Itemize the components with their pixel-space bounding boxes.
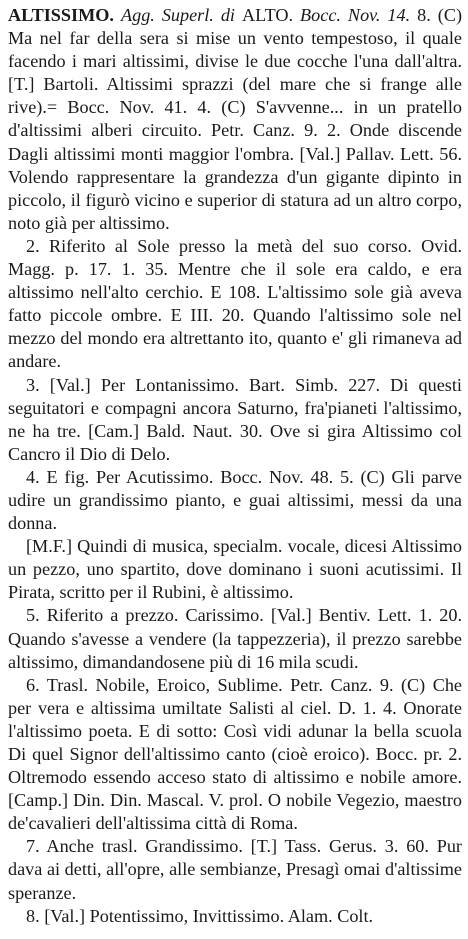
sense-paragraph: 3. [Val.] Per Lontanissimo. Bart. Simb. 227. Di questi seguitatori e compagni ancora Saturno, fra'pianeti l'altissimo, ne ha tre. [Cam.] Bald. Naut. 30. Ove si gira Altissimo col Cancro il Dio di Delo. <box>8 374 462 464</box>
base-word: ALTO. <box>242 5 294 25</box>
entry-paragraph <box>8 4 462 235</box>
sense-paragraph: [M.F.] Quindi di musica, specialm. vocale, dicesi Altissimo un pezzo, uno spartito, dove dominano i suoni acutissimi. Il Pirata, scritto per il Rubini, è altissimo. <box>8 536 462 603</box>
sense-paragraph: 7. Anche trasl. Grandissimo. [T.] Tass. Gerus. 3. 60. Pur dava ai detti, all'opre, alle sembianze, Presagì omai d'altissime speranze. <box>8 836 462 903</box>
headword: ALTISSIMO. <box>8 5 114 25</box>
sense-paragraph: 6. Trasl. Nobile, Eroico, Sublime. Petr. Canz. 9. (C) Che per vera e altissima umiltate Salisti al ciel. D. 1. 4. Onorate l'altissimo poeta. E di sotto: Così vidi adunar la bella scuola Di quel Signor dell'altissimo canto (cioè eroico). Bocc. pr. 2. Oltremodo essendo acceso stato di altissimo e nobile amore. [Camp.] Din. Din. Mascal. V. prol. O nobile Vegezio, maestro de'cavalieri dell'altissima città di Roma. <box>8 674 462 834</box>
sense-paragraph: 5. Riferito a prezzo. Carissimo. [Val.] Bentiv. Lett. 1. 20. Quando s'avesse a vendere (la tappezzeria), il prezzo sarebbe altissimo, dimandandosene più di 16 mila scudi. <box>8 605 462 672</box>
sense-paragraph: 8. [Val.] Potentissimo, Invittissimo. Alam. Colt. <box>26 905 374 926</box>
entry-text: 8. (C) Ma nel far della sera si mise un vento tempestoso, il quale facendo i mari altissimi, divise le due cocche l'una dall'altra. [T.] Bartoli. Altissimi sprazzi (del mare che si frange alle rive).= Bocc. Nov. 41. 4. (C) S'avvenne... in un pratello d'altissimi alberi circuito. Petr. Canz. 9. 2. Onde discende Dagli altissimi monti maggior l'ombra. [Val.] Pallav. Lett. 56. Volendo rappresentare la grandezza d'un gigante dipinto in piccolo, il figurò vicino e superior di statura ad un altro corpo, noto già per altissimo. <box>8 5 463 233</box>
entry-reference: Bocc. Nov. 14. <box>300 5 411 25</box>
sense-paragraph: 4. E fig. Per Acutissimo. Bocc. Nov. 48. 5. (C) Gli parve udire un grandissimo pianto, e guai altissimi, messi da una donna. <box>8 466 462 534</box>
sense-paragraph: 2. Riferito al Sole presso la metà del suo corso. Ovid. Magg. p. 17. 1. 35. Mentre che il sole era caldo, e era altissimo nell'alto cerchio. E 108. L'altissimo sole già aveva fatto piccole ombre. E III. 20. Quando l'altissimo sole nel mezzo del mondo era altrettanto ito, quanto e' gli rimaneva ad andare. <box>8 235 462 372</box>
grammar-label: Agg. Superl. di <box>120 5 235 25</box>
